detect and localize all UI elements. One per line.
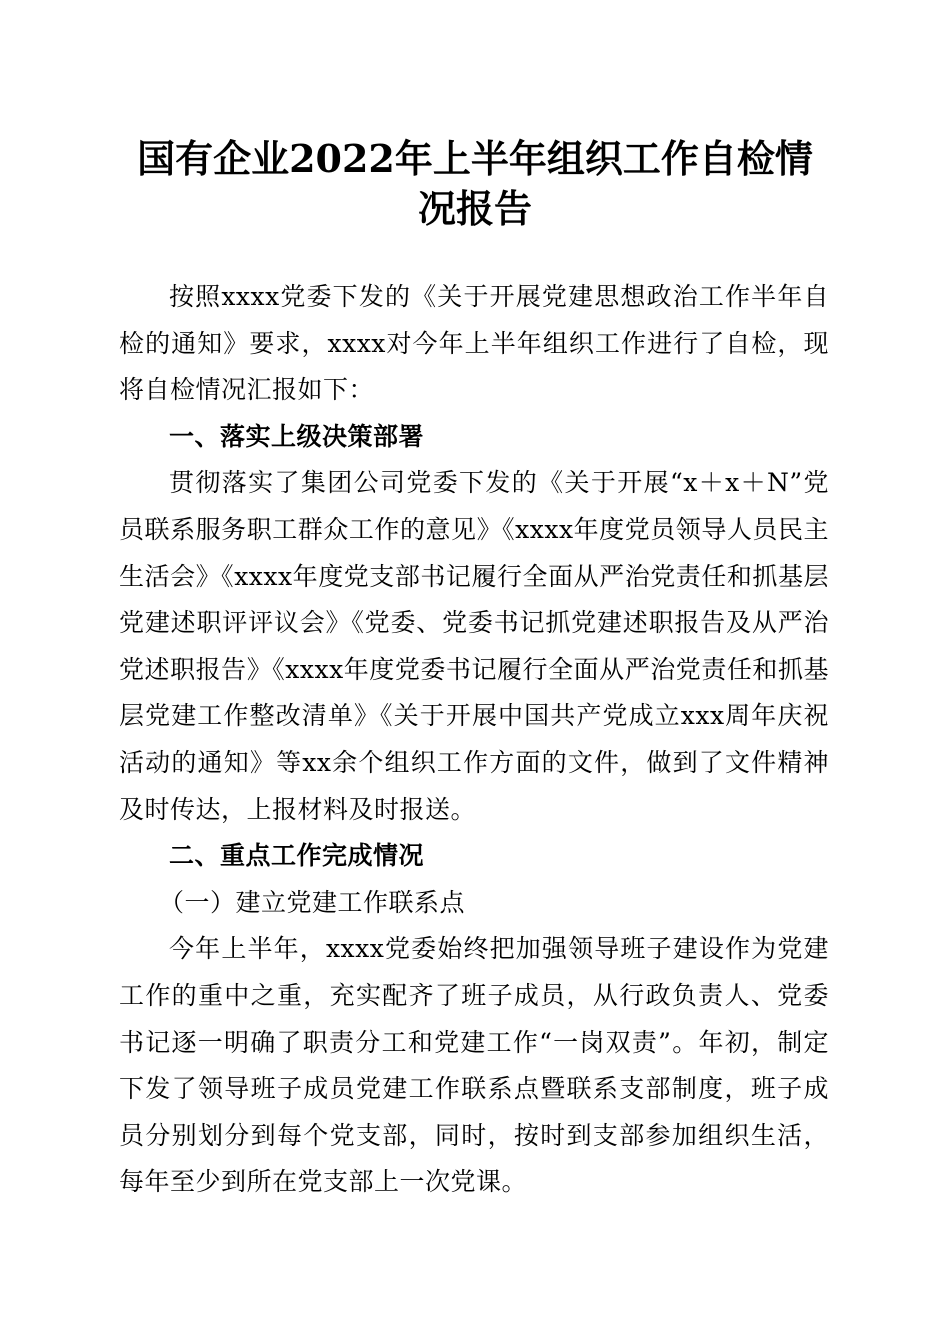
section-1-paragraph: 贯彻落实了集团公司党委下发的《关于开展“x＋x＋N”党员联系服务职工群众工作的意见》《xxxx年度党员领导人员民主生活会》《xxxx年度党支部书记履行全面从严治党责任和抓基层党建述职评评议会》《党委、党委书记抓党建述职报告及从严治党述职报告》《xxxx年度党委书记履行全面从严治党责任和抓基层党建工作整改清单》《关于开展中国共产党成立xxx周年庆祝活动的通知》等xx余个组织工作方面的文件，做到了文件精神及时传达，上报材料及时报送。	[119, 468, 829, 824]
section-1-heading: 一、落实上级决策部署	[169, 421, 425, 451]
intro-paragraph: 按照xxxx党委下发的《关于开展党建思想政治工作半年自检的通知》要求，xxxx对今年上半年组织工作进行了自检，现将自检情况汇报如下：	[119, 282, 829, 405]
document-body	[119, 274, 829, 1206]
section-2-subheading: （一）建立党建工作联系点	[159, 887, 466, 917]
section-2-heading: 二、重点工作完成情况	[169, 841, 425, 871]
section-2-paragraph: 今年上半年，xxxx党委始终把加强领导班子建设作为党建工作的重中之重，充实配齐了班子成员，从行政负责人、党委书记逐一明确了职责分工和党建工作“一岗双责”。年初，制定下发了领导班子成员党建工作联系点暨联系支部制度，班子成员分别划分到每个党支部，同时，按时到支部参加组织生活，每年至少到所在党支部上一次党课。	[119, 934, 829, 1197]
document-title: 国有企业2022年上半年组织工作自检情况报告	[137, 136, 813, 231]
